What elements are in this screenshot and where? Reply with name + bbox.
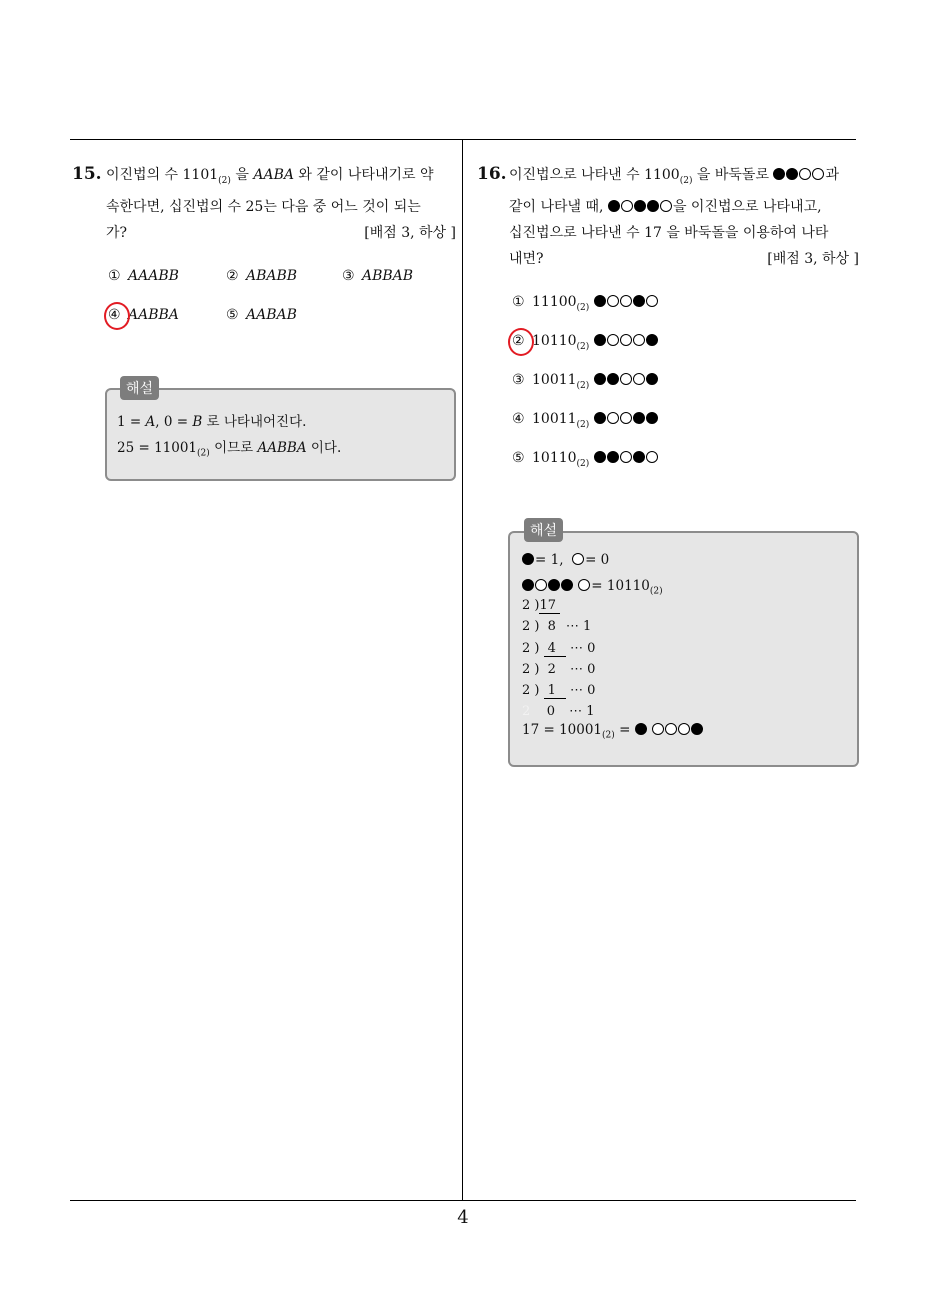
choice-3[interactable]: ③ $10011_{(2)}$ [512,372,659,391]
solution-line: 1 = A, 0 = B 로 나타내어진다. [117,414,307,430]
choice-4[interactable]: ④ $10011_{(2)}$ [512,411,659,430]
solution-box-15 [105,388,456,481]
score-badge: [배점 3, 하상 ] [364,224,456,241]
division-row: 2 ) 8 ⋯ 1 [522,619,592,634]
choice-2[interactable]: ② $10110_{(2)}$ [512,333,659,352]
stones [594,411,659,427]
stones [594,294,659,310]
stones [594,450,659,466]
choice-1[interactable]: ① $11100_{(2)}$ [512,294,659,313]
division-row: 2 )17 [522,598,560,613]
stones [594,372,659,388]
question-15-text: 이진법의 수 $1101_{(2)}$ 을 AABA 와 같이 나타내기로 약 속한다면, 십진법의 수 25는 다음 중 어느 것이 되는 가? [배점 3, 하상 ] [106,162,456,246]
choice-5[interactable]: ⑤ $10110_{(2)}$ [512,450,659,469]
solution-line: = $10110_{(2)}$ [522,578,663,597]
score-badge: [배점 3, 하상 ] [767,250,859,267]
division-row: 2 ) 2 ⋯ 0 [522,662,596,677]
division-row: 2 ) 1 ⋯ 0 [522,683,596,698]
solution-final: $17 = 10001_{(2)}$ = [522,722,704,741]
answer-circle-mark [104,302,130,330]
solution-tag: 해설 [120,376,159,400]
column-divider [462,139,463,1201]
solution-line: $25 = 11001_{(2)}$ 이므로 AABBA 이다. [117,440,342,459]
page-number: 4 [457,1207,469,1228]
stones [594,333,659,349]
stones-example [773,167,825,183]
stones-example [608,199,673,215]
question-16-number: 16. [477,164,507,184]
choice-5[interactable]: ⑤ AABAB [226,307,297,323]
question-15-number: 15. [72,164,102,184]
choice-4[interactable]: ④ AABBA [108,307,179,323]
choice-3[interactable]: ③ ABBAB [342,268,414,284]
top-rule [70,139,856,140]
solution-tag: 해설 [524,518,563,542]
answer-circle-mark [508,328,534,356]
choice-1[interactable]: ① AAABB [108,268,179,284]
choice-2[interactable]: ② ABABB [226,268,298,284]
division-row: 2 ) 4 ⋯ 0 [522,641,596,656]
bottom-rule [70,1200,856,1201]
division-row: 2 0 ⋯ 1 [522,704,595,719]
solution-line: = 1, = 0 [522,552,609,568]
question-16-text: 이진법으로 나타낸 수 $1100_{(2)}$ 을 바둑돌로 과 같이 나타낼 때, 을 이진법으로 나타내고, 십진법으로 나타낸 수 17 을 바둑돌을 이용하여 나타 내면? [배점 3, 하상 ] [509,162,859,272]
